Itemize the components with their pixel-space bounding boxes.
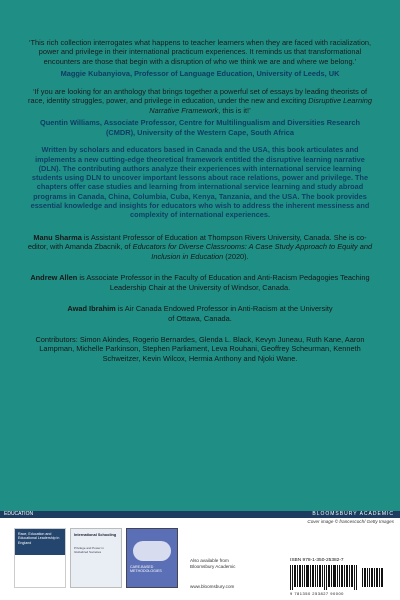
quote-1-attribution: Maggie Kubanyiova, Professor of Language Education, University of Leeds, UK	[60, 69, 340, 79]
category-label: EDUCATION	[4, 511, 34, 517]
quote-2-attribution: Quentin Williams, Associate Professor, Centre for Multilingualism and Diversities Research (CMDR), University of the Western Cape, South Africa	[39, 118, 360, 137]
bio-text: is Associate Professor in the Faculty of Education and Anti-Racism Pedagogies Teaching Leadership Chair at the University of Windsor, Canada.	[77, 273, 370, 292]
barcode-block	[290, 558, 390, 598]
related-book-title: International Schooling	[74, 533, 117, 537]
quote-1: ‘This rich collection interrogates what happens to teacher learners when they are faced with racialization, power and privilege in their international practicum experiences. It reminds us that transformational encounters are those that begin with a disruption of who we think we are and where we belong.’	[28, 38, 372, 66]
related-book-thumbnail	[14, 528, 66, 588]
related-book-thumbnail	[70, 528, 122, 588]
footer-bar	[0, 511, 400, 518]
cover-image-credit: Cover image © francescoch/ Getty Images	[307, 519, 394, 524]
bio-name: Andrew Allen	[30, 273, 78, 283]
book-cover-graphic	[133, 541, 171, 561]
bio-name: Awad Ibrahim	[67, 304, 116, 314]
barcode-icon	[290, 565, 386, 590]
barcode-addon: 90000	[330, 591, 344, 596]
footer-strip	[0, 511, 400, 600]
related-book-title: Race, Education and Educational Leadership in England	[18, 532, 60, 545]
bio-text: is Assistant Professor of Education at Thompson Rivers University, Canada. She is co-editor, with Amanda Zbacnik, of	[27, 232, 367, 252]
quote-2	[26, 87, 374, 115]
barcode-digits: 9 781350 253827	[290, 591, 329, 596]
isbn-text: ISBN 978-1-350-25382-7	[290, 558, 344, 563]
publisher-label: BLOOMSBURY ACADEMIC	[312, 511, 394, 517]
footer-panel	[0, 518, 400, 600]
related-book-subtitle: Privilege and Power in Globalized Societies	[74, 546, 104, 554]
barcode-number	[290, 591, 344, 596]
bio-andrew-allen	[26, 273, 374, 292]
contributors-list: Contributors: Simon Akindes, Rogerio Bernardes, Glenda L. Black, Kevyn Juneau, Ruth Kane, Aaron Lampman, Michelle Parkinson, Stephen Parliament, Leva Rouhani, Geoffrey Scheurman, Kenneth Schweitzer, Kevin Wilcox, Hermia Anthony and Njoki Wane.	[35, 335, 365, 363]
bio-name: Manu Sharma	[33, 232, 82, 242]
quote-2-text-before: ‘If you are looking for an anthology that brings together a powerful set of essays by leading theorists of race, identity struggles, power, and privilege in education, under the new and exciting	[28, 86, 367, 106]
quote-2-text-italic: Disruptive Learning Narrative Framework	[149, 96, 372, 115]
cover-text-block	[26, 38, 374, 363]
publisher-website: www.bloomsbury.com	[190, 584, 235, 589]
related-book-title: CARE-BASED METHODOLOGIES	[130, 565, 162, 574]
also-available-text	[190, 558, 235, 570]
quote-2-text-after: , this is it!’	[218, 105, 251, 115]
related-book-thumbnail	[126, 528, 178, 588]
bio-text: (2020).	[223, 251, 249, 261]
bio-awad-ibrahim	[26, 304, 374, 323]
book-description: Written by scholars and educators based in Canada and the USA, this book articulates and implements a new cutting-edge theoretical framework entitled the disruptive learning narrative (DLN). The contributing authors analyze their experiences with international service learning students using DLN to uncover important lessons about race relations, power and privilege. The chapters offer case studies and learning from international service learning and study abroad programs in Canada, China, Columbia, Cuba, Kenya, Tanzania, and the USA. The book provides essential knowledge and insights for educators who wish to address the inherent messiness and complexity of international experiences.	[30, 145, 370, 220]
bio-book-title: Educators for Diverse Classrooms: A Case Study Approach to Equity and Inclusion in Education	[132, 242, 373, 261]
also-available-line: Bloomsbury Academic	[190, 563, 236, 569]
also-available-line: Also available from	[190, 558, 229, 563]
bio-text: is Air Canada Endowed Professor in Anti-Racism at the University of Ottawa, Canada.	[115, 304, 333, 323]
bio-manu-sharma	[26, 233, 374, 261]
